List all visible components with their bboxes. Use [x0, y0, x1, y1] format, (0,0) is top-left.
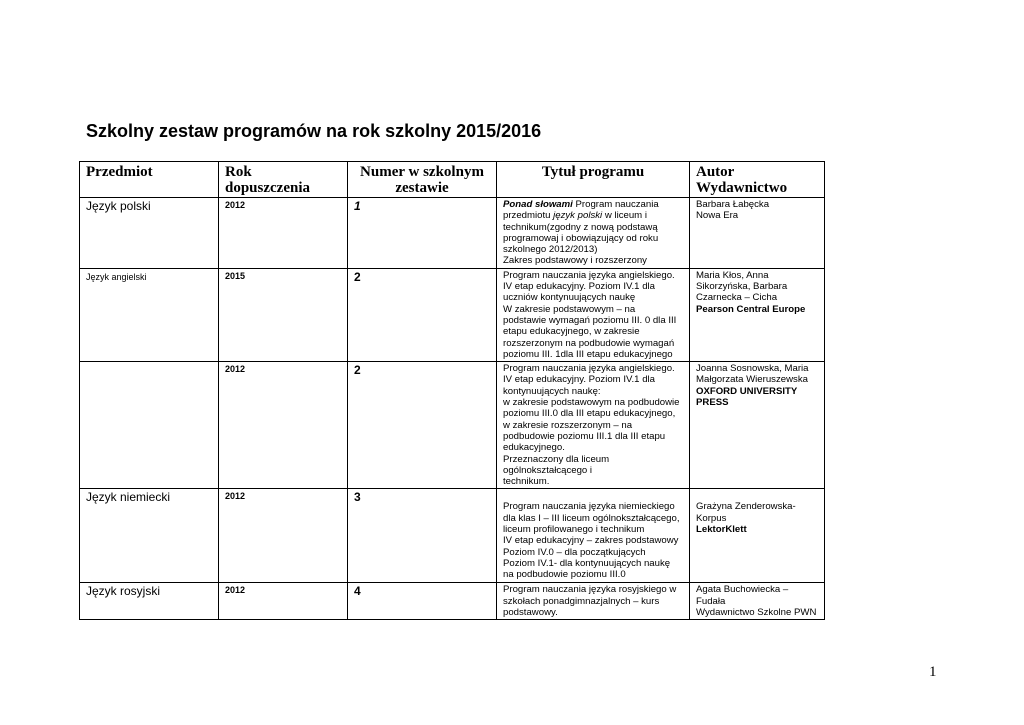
author-line — [696, 363, 818, 374]
program-title-line — [503, 476, 683, 487]
text-run: Poziom IV.1- dla kontynuujących naukę — [503, 557, 671, 569]
author-line — [696, 397, 818, 408]
text-run: W zakresie podstawowym – na — [503, 303, 636, 315]
subject-cell: Język polski — [80, 198, 219, 269]
subject-cell: Język angielski — [80, 268, 219, 361]
program-title-line — [503, 569, 683, 580]
author-line — [696, 210, 818, 221]
text-run: Wydawnictwo Szkolne PWN — [696, 607, 817, 619]
text-run: Program nauczania — [572, 199, 659, 210]
text-run: IV etap edukacyjny. Poziom IV.1 dla — [503, 374, 655, 386]
author-cell — [690, 489, 825, 583]
text-run: podstawowy. — [503, 607, 558, 619]
author-cell — [690, 362, 825, 489]
program-title-line — [503, 326, 683, 337]
text-run: etapu edukacyjnego, w zakresie — [503, 326, 640, 338]
text-run: szkolnego 2012/2013) — [503, 244, 598, 256]
author-line — [696, 281, 818, 292]
author-line — [696, 513, 818, 524]
program-title-line — [503, 222, 683, 233]
text-run: w zakresie podstawowym na podbudowie — [503, 397, 680, 409]
text-run: Program nauczania języka niemieckiego — [503, 501, 675, 513]
author-line — [696, 374, 818, 385]
number-cell: 2 — [348, 362, 497, 489]
text-run: poziomu III. 1dla III etapu edukacyjnego — [503, 348, 673, 360]
document-title: Szkolny zestaw programów na rok szkolny 2015/2016 — [86, 121, 542, 141]
text-run: Sikorzyńska, Barbara — [696, 281, 788, 293]
year-cell: 2012 — [219, 583, 348, 620]
text-run: dla klas I – III liceum ogólnokształcącego, — [503, 512, 680, 524]
text-run: szkołach ponadgimnazjalnych – kurs — [503, 595, 660, 607]
text-run: Program nauczania języka angielskiego. — [503, 363, 675, 375]
program-title-cell — [497, 198, 690, 269]
author-cell — [690, 583, 825, 620]
header-author: Autor Wydawnictwo — [690, 162, 825, 198]
author-line — [696, 501, 818, 512]
text-run: IV etap edukacyjny. Poziom IV.1 dla — [503, 281, 655, 293]
program-title-line — [503, 270, 683, 281]
header-year: Rok dopuszczenia — [219, 162, 348, 198]
author-cell — [690, 198, 825, 269]
text-run: Czarnecka – Cicha — [696, 292, 778, 304]
text-run: Małgorzata Wieruszewska — [696, 374, 808, 386]
author-line — [696, 584, 818, 607]
program-title-line — [503, 349, 683, 360]
text-run: Ponad słowami — [503, 199, 573, 210]
table-header-row — [80, 162, 825, 198]
header-subject: Przedmiot — [80, 162, 219, 198]
program-title-line — [503, 465, 683, 476]
author-cell — [690, 268, 825, 361]
text-run: LektorKlett — [696, 524, 747, 536]
table-row — [80, 198, 825, 269]
program-title-line — [503, 281, 683, 292]
number-cell: 2 — [348, 268, 497, 361]
author-line — [696, 270, 818, 281]
number-cell: 1 — [348, 198, 497, 269]
program-title-line — [503, 596, 683, 607]
subject-cell: Język niemiecki — [80, 489, 219, 583]
program-title-line — [503, 408, 683, 419]
text-run: ogólnokształcącego i — [503, 464, 593, 476]
text-run: edukacyjnego. — [503, 442, 565, 454]
text-run: programowaj i obowiązujący od roku — [503, 232, 659, 244]
text-run: Program nauczania języka angielskiego. — [503, 269, 675, 281]
table-body — [80, 198, 825, 620]
table-row — [80, 583, 825, 620]
text-run: Program nauczania języka rosyjskiego w — [503, 584, 677, 596]
text-run: w liceum i — [602, 210, 647, 222]
header-title: Tytuł programu — [497, 162, 690, 198]
page-number: 1 — [929, 664, 937, 680]
text-run: uczniów kontynuujących naukę — [503, 292, 636, 304]
table-row — [80, 268, 825, 361]
year-cell: 2012 — [219, 362, 348, 489]
program-title-line — [503, 199, 683, 210]
year-cell: 2012 — [219, 489, 348, 583]
text-run: Agata Buchowiecka – Fudała — [696, 584, 789, 607]
text-run: Joanna Sosnowska, Maria — [696, 363, 809, 375]
author-line — [696, 607, 818, 618]
program-title-line — [503, 454, 683, 465]
program-title-line — [503, 558, 683, 569]
text-run: podstawie wymagań poziomu III. 0 dla III — [503, 314, 677, 326]
program-title-line — [503, 547, 683, 558]
subject-cell — [80, 362, 219, 489]
text-run: w zakresie rozszerzonym – na — [503, 419, 633, 431]
author-line — [696, 292, 818, 303]
text-run: Zakres podstawowy i rozszerzony — [503, 255, 647, 267]
text-run: technikum(zgodny z nową podstawą — [503, 221, 658, 233]
number-cell: 3 — [348, 489, 497, 583]
header-number: Numer w szkolnym zestawie — [348, 162, 497, 198]
table-row — [80, 489, 825, 583]
program-title-line — [503, 210, 683, 221]
author-line — [696, 490, 818, 501]
program-title-line — [503, 363, 683, 374]
text-run: podbudowie poziomu III.1 dla III etapu — [503, 430, 666, 442]
text-run: PRESS — [696, 397, 729, 409]
text-run: liceum profilowanego i technikum — [503, 524, 645, 536]
author-line — [696, 386, 818, 397]
program-title-line — [503, 386, 683, 397]
author-line — [696, 524, 818, 535]
text-run: język polski — [553, 210, 603, 222]
program-title-line — [503, 304, 683, 315]
program-title-line — [503, 442, 683, 453]
text-run: kontynuujących naukę: — [503, 385, 601, 397]
program-title-cell — [497, 362, 690, 489]
program-title-line — [503, 338, 683, 349]
subject-cell: Język rosyjski — [80, 583, 219, 620]
text-run: Korpus — [696, 512, 727, 524]
text-run: Maria Kłos, Anna — [696, 269, 769, 281]
program-title-line — [503, 501, 683, 512]
author-line — [696, 199, 818, 210]
text-run: Poziom IV.0 – dla początkujących — [503, 546, 646, 558]
program-title-line — [503, 292, 683, 303]
text-run: na podbudowie poziomu III.0 — [503, 569, 626, 581]
text-run: IV etap edukacyjny – zakres podstawowy — [503, 535, 679, 547]
year-cell: 2012 — [219, 198, 348, 269]
program-title-line — [503, 524, 683, 535]
text-run: poziomu III.0 dla III etapu edukacyjnego, — [503, 408, 676, 420]
text-run: Grażyna Zenderowska- — [696, 501, 796, 513]
program-title-cell — [497, 489, 690, 583]
program-title-line — [503, 513, 683, 524]
year-cell: 2015 — [219, 268, 348, 361]
number-cell: 4 — [348, 583, 497, 620]
program-title-line — [503, 244, 683, 255]
program-title-line — [503, 607, 683, 618]
author-line — [696, 304, 818, 315]
text-run: przedmiotu — [503, 210, 554, 222]
text-run: Barbara Łabęcka — [696, 199, 770, 210]
text-run: OXFORD UNIVERSITY — [696, 385, 798, 397]
program-title-line — [503, 431, 683, 442]
program-title-cell — [497, 268, 690, 361]
program-title-line — [503, 374, 683, 385]
program-title-line — [503, 397, 683, 408]
program-title-line — [503, 535, 683, 546]
program-title-line — [503, 584, 683, 595]
table-row — [80, 362, 825, 489]
program-title-line — [503, 490, 683, 501]
text-run: Nowa Era — [696, 210, 739, 222]
text-run: Przeznaczony dla liceum — [503, 453, 610, 465]
program-title-cell — [497, 583, 690, 620]
text-run: Pearson Central Europe — [696, 303, 806, 315]
text-run: rozszerzonym na podbudowie wymagań — [503, 337, 675, 349]
text-run: technikum. — [503, 476, 550, 488]
program-title-line — [503, 315, 683, 326]
program-title-line — [503, 420, 683, 431]
program-title-line — [503, 233, 683, 244]
program-title-line — [503, 255, 683, 266]
program-table — [79, 161, 825, 620]
